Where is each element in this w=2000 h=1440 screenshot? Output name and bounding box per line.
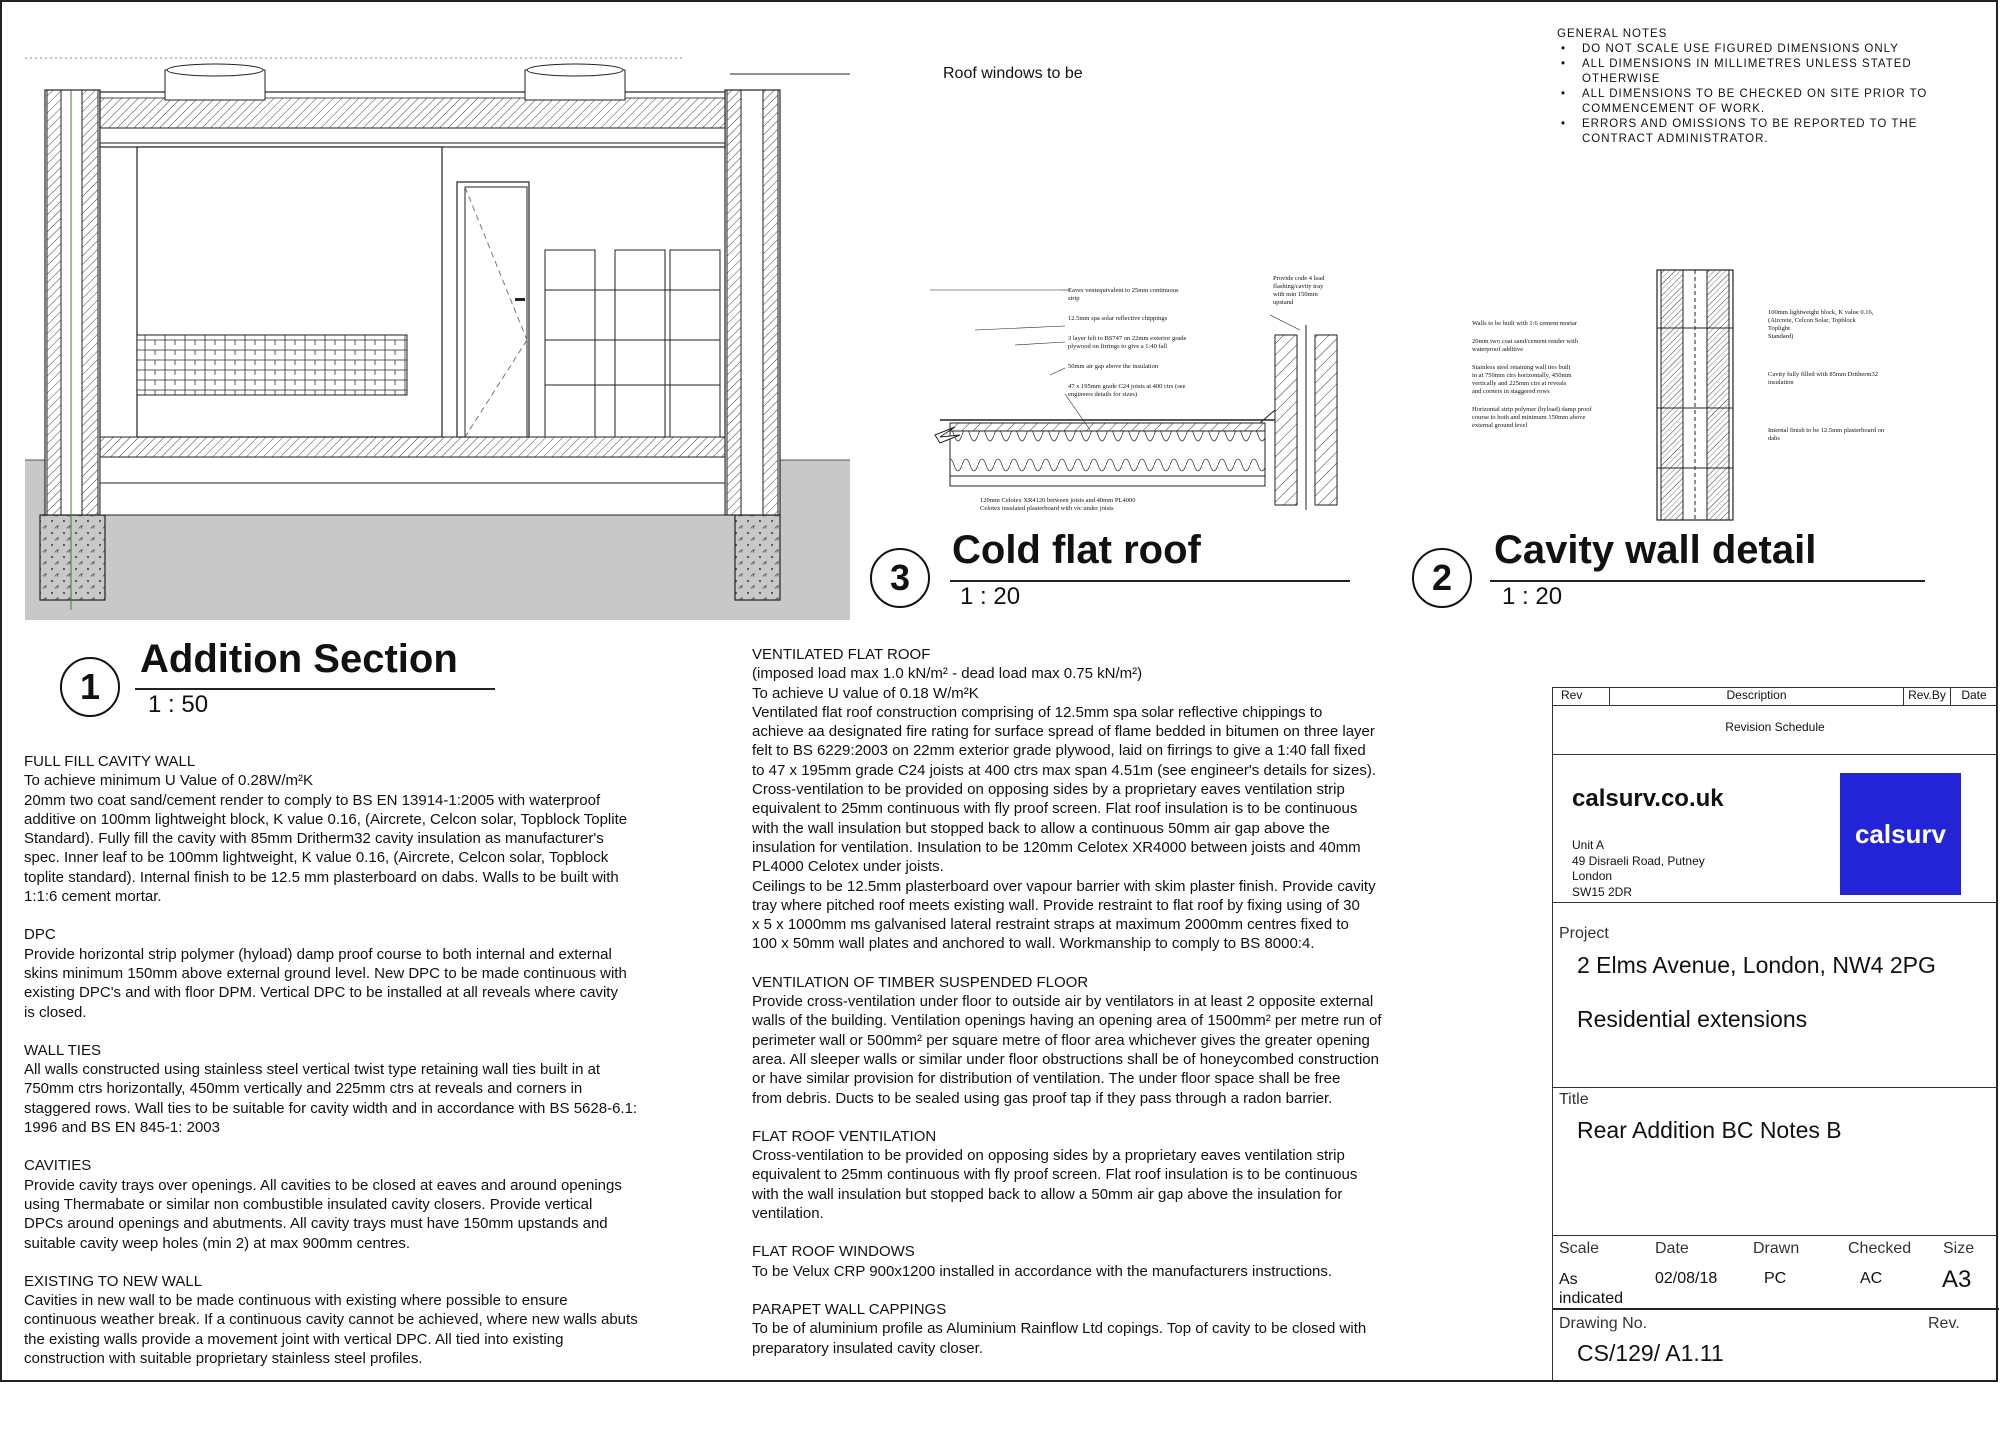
drawing-number-label: Drawing No. (1559, 1315, 1648, 1332)
company-address: Unit A 49 Disraeli Road, Putney London SW15 2DR (1572, 838, 1705, 899)
roof-view-scale: 1 : 20 (960, 583, 1021, 610)
wall-title-underline (1490, 580, 1925, 582)
section-view-title: Addition Section (140, 637, 458, 681)
date-col-header: Date (1961, 688, 1987, 702)
revision-label: Rev. (1928, 1315, 1960, 1332)
notes-left-column (24, 752, 638, 1368)
title-panel (1552, 1088, 1998, 1236)
general-notes-title: GENERAL NOTES (1557, 28, 1668, 40)
title-label: Title (1559, 1091, 1589, 1108)
general-note-item: CONTRACT ADMINISTRATOR. (1582, 133, 1769, 145)
scale-label: Scale (1559, 1240, 1600, 1257)
project-address: 2 Elms Avenue, London, NW4 2PG (1577, 952, 1936, 978)
section-view-number: 1 (60, 657, 120, 717)
section-view-scale: 1 : 50 (148, 691, 209, 718)
note-section: FLAT ROOF VENTILATION Cross-ventilation to be provided on opposing sides by a proprietary eaves ventilation strip equivalent to 25mm continuous with fly proof screen. Flat roof insulation is to be continuous with the wall insulation but stopped back to allow a 50mm air gap above the insulation for ventilation. (752, 1127, 1358, 1223)
note-section: EXISTING TO NEW WALL Cavities in new wall to be made continuous with existing where possible to ensure continuous weather break. If a continuous cavity cannot be achieved, where new walls abuts the existing walls provide a movement joint with vertical DPC. All tied into existing construction with suitable proprietary stainless steel profiles. (24, 1272, 638, 1368)
wall-left-labels: Walls to be built with 1:6 cement mortar 20mm two coat sand/cement render with waterproof additive Stainless steel retaining wall ties built in at 750mm ctrs horizontally, 450mm vertically and 225mm ctrs at reveals and corners in staggered rows Horizontal strip polymer (hyload) damp proof course to both and minimum 150mm above external ground level (1472, 320, 1592, 429)
drawn-label: Drawn (1753, 1240, 1800, 1257)
roof-flashing-label: Provide code 4 lead flashing/cavity tray with min 150mm upstand (1273, 275, 1325, 306)
rev-col-header: Rev (1553, 688, 1610, 705)
company-website: calsurv.co.uk (1572, 785, 1724, 812)
roof-view-title: Cold flat roof (952, 528, 1201, 572)
general-notes (1557, 27, 1927, 147)
size-label: Size (1943, 1240, 1975, 1257)
general-note-item: • DO NOT SCALE USE FIGURED DIMENSIONS ONLY (1561, 43, 1899, 55)
general-note-item: OTHERWISE (1582, 73, 1661, 85)
roof-detail-labels: Eaves ventequivalent to 25mm continuous strip 12.5mm spa solar reflective chippings 3 layer felt to BS747 on 22mm exterior grade plywood on firrings to give a 1:40 fall 50mm air gap above the insulation 47 x 195mm grade C24 joists at 400 ctrs (see engineers details for sizes) (1068, 287, 1187, 398)
roof-insulation-label: 120mm Celotex XR4120 between joists and 40mm PL4000 Celotex insulated plasterboard with vic under joists (980, 497, 1136, 512)
wall-view-scale: 1 : 20 (1502, 583, 1563, 610)
general-note-item: • ALL DIMENSIONS TO BE CHECKED ON SITE PRIOR TO (1561, 88, 1928, 100)
checked-value: AC (1860, 1270, 1883, 1287)
description-col-header: Description (1610, 688, 1904, 705)
info-divider (1553, 1308, 1999, 1310)
drawing-title: Rear Addition BC Notes B (1577, 1117, 1842, 1143)
checked-label: Checked (1848, 1240, 1912, 1257)
company-logo (1840, 773, 1961, 895)
scale-value: As indicated (1559, 1271, 1624, 1307)
drawing-info-panel (1552, 1236, 1998, 1380)
revby-col-header: Rev.By (1904, 688, 1951, 705)
project-label: Project (1559, 925, 1609, 942)
cavity-wall-drawing (1655, 268, 1735, 523)
date-value: 02/08/18 (1655, 1270, 1718, 1287)
project-description: Residential extensions (1577, 1006, 1808, 1032)
general-note-item: COMMENCEMENT OF WORK. (1582, 103, 1766, 115)
wall-right-labels: 100mm lightweight block, K value 0.16, (Aircrete, Celcon Solar, Topblock Toplight Standard) Cavity fully filled with 85mm Dritherm32 insulation Internal finish to be 12.5mm plasterboard on dabs (1768, 309, 1885, 442)
project-panel (1552, 903, 1998, 1088)
general-note-item: • ERRORS AND OMISSIONS TO BE REPORTED TO THE (1561, 118, 1918, 130)
note-section: DPC Provide horizontal strip polymer (hyload) damp proof course to both internal and external skins minimum 150mm above external ground level. New DPC to be made continuous with existing DPC's and with floor DPM. Vertical DPC to be installed at all reveals where cavity is closed. (24, 926, 627, 1021)
revision-schedule-label: Revision Schedule (1725, 720, 1825, 734)
roof-windows-annotation: Roof windows to be (943, 65, 1083, 82)
revision-header-row (1553, 688, 1997, 706)
note-section: VENTILATION OF TIMBER SUSPENDED FLOOR Provide cross-ventilation under floor to outside air by ventilators in at least 2 opposite external walls of the building. Ventilation openings having an opening area of 1500mm² per metre run of perimeter wall or 500mm² per square metre of floor area whichever gives the greater opening area. All sleeper walls or similar under floor obstructions shall be of honeycombed construction or have similar provision for distribution of ventilation. The under floor space shall be free from debris. Ducts to be sealed using gas proof tap if they pass through a radon barrier. (752, 973, 1382, 1107)
note-section: PARAPET WALL CAPPINGS To be of aluminium profile as Aluminium Rainflow Ltd copings. Top of cavity to be closed with preparatory insulated cavity closer. (752, 1300, 1367, 1357)
note-section: FULL FILL CAVITY WALL To achieve minimum U Value of 0.28W/m²K 20mm two coat sand/cement render to comply to BS EN 13914-1:2005 with waterproof additive on 100mm lightweight block, K value 0.16, (Aircrete, Celcon solar, Topblock Toplite Standard). Fully fill the cavity with 85mm Dritherm32 cavity insulation as manufacturer's spec. Inner leaf to be 100mm lightweight, K value 0.16, (Aircrete, Celcon solar, Topblock toplite standard). Internal finish to be 12.5 mm plasterboard on dabs. Walls to be built with 1:1:6 cement mortar. (24, 753, 628, 906)
addition-section-drawing (25, 50, 850, 620)
roof-view-number: 3 (870, 548, 930, 608)
note-section: VENTILATED FLAT ROOF (imposed load max 1.0 kN/m² - dead load max 0.75 kN/m²) To achieve U value of 0.18 W/m²K Ventilated flat roof construction comprising of 12.5mm spa solar reflective chippings to achieve aa designated fire rating for surface spread of flame bedded in bitumen on three layer felt to BS 6229:2003 on 22mm exterior grade plywood, laid on firrings to give a 1:40 fall fixed to 47 x 195mm grade C24 joists at 400 ctrs max span 4.51m (see engineer's details for sizes). Cross-ventilation to be provided on opposing sides by a proprietary eaves ventilation strip equivalent to 25mm continuous with fly proof screen. Flat roof insulation is to be continuous with the wall insulation but stopped back to allow a continuous 50mm air gap above the insulation for ventilation. Insulation to be 120mm Celotex XR4000 between joists and 40mm PL4000 Celotex under joists. Ceilings to be 12.5mm plasterboard over vapour barrier with skim plaster finish. Provide cavity tray where pitched roof meets existing wall. Provide restraint to flat roof by fixing using of 30 x 5 x 1000mm ms galvanised lateral restraint straps at maximum 2000mm centres fixed to 100 x 50mm wall plates and anchored to wall. Workmanship to comply to BS 8000:4. (752, 646, 1376, 953)
general-note-item: • ALL DIMENSIONS IN MILLIMETRES UNLESS STATED (1561, 58, 1912, 70)
wall-view-title: Cavity wall detail (1494, 528, 1817, 572)
note-section: WALL TIES All walls constructed using stainless steel vertical twist type retaining wall ties built in at 750mm ctrs horizontally, 450mm vertically and 225mm ctrs at reveals and corners in staggered rows. Wall ties to be suitable for cavity width and in accordance with BS 5628-6.1: 1996 and BS EN 845-1: 2003 (24, 1041, 638, 1137)
logo-text: calsurv (1854, 818, 1947, 849)
notes-middle-column (752, 645, 1382, 1358)
section-title-underline (135, 688, 495, 690)
date-label: Date (1655, 1240, 1689, 1257)
size-value: A3 (1942, 1266, 1972, 1293)
revision-schedule (1552, 687, 1998, 755)
drawing-number: CS/129/ A1.11 (1577, 1340, 1724, 1366)
drawn-value: PC (1764, 1270, 1787, 1287)
note-section: CAVITIES Provide cavity trays over openings. All cavities to be closed at eaves and around openings using Thermabate or similar non combustible insulated cavity closers. Provide vertical DPCs around openings and abutments. All cavity trays must have 150mm upstands and suitable cavity weep holes (min 2) at max 900mm centres. (24, 1157, 622, 1252)
roof-title-underline (950, 580, 1350, 582)
company-panel (1552, 755, 1998, 903)
wall-view-number: 2 (1412, 548, 1472, 608)
note-section: FLAT ROOF WINDOWS To be Velux CRP 900x1200 installed in accordance with the manufacturers instructions. (752, 1243, 1333, 1280)
